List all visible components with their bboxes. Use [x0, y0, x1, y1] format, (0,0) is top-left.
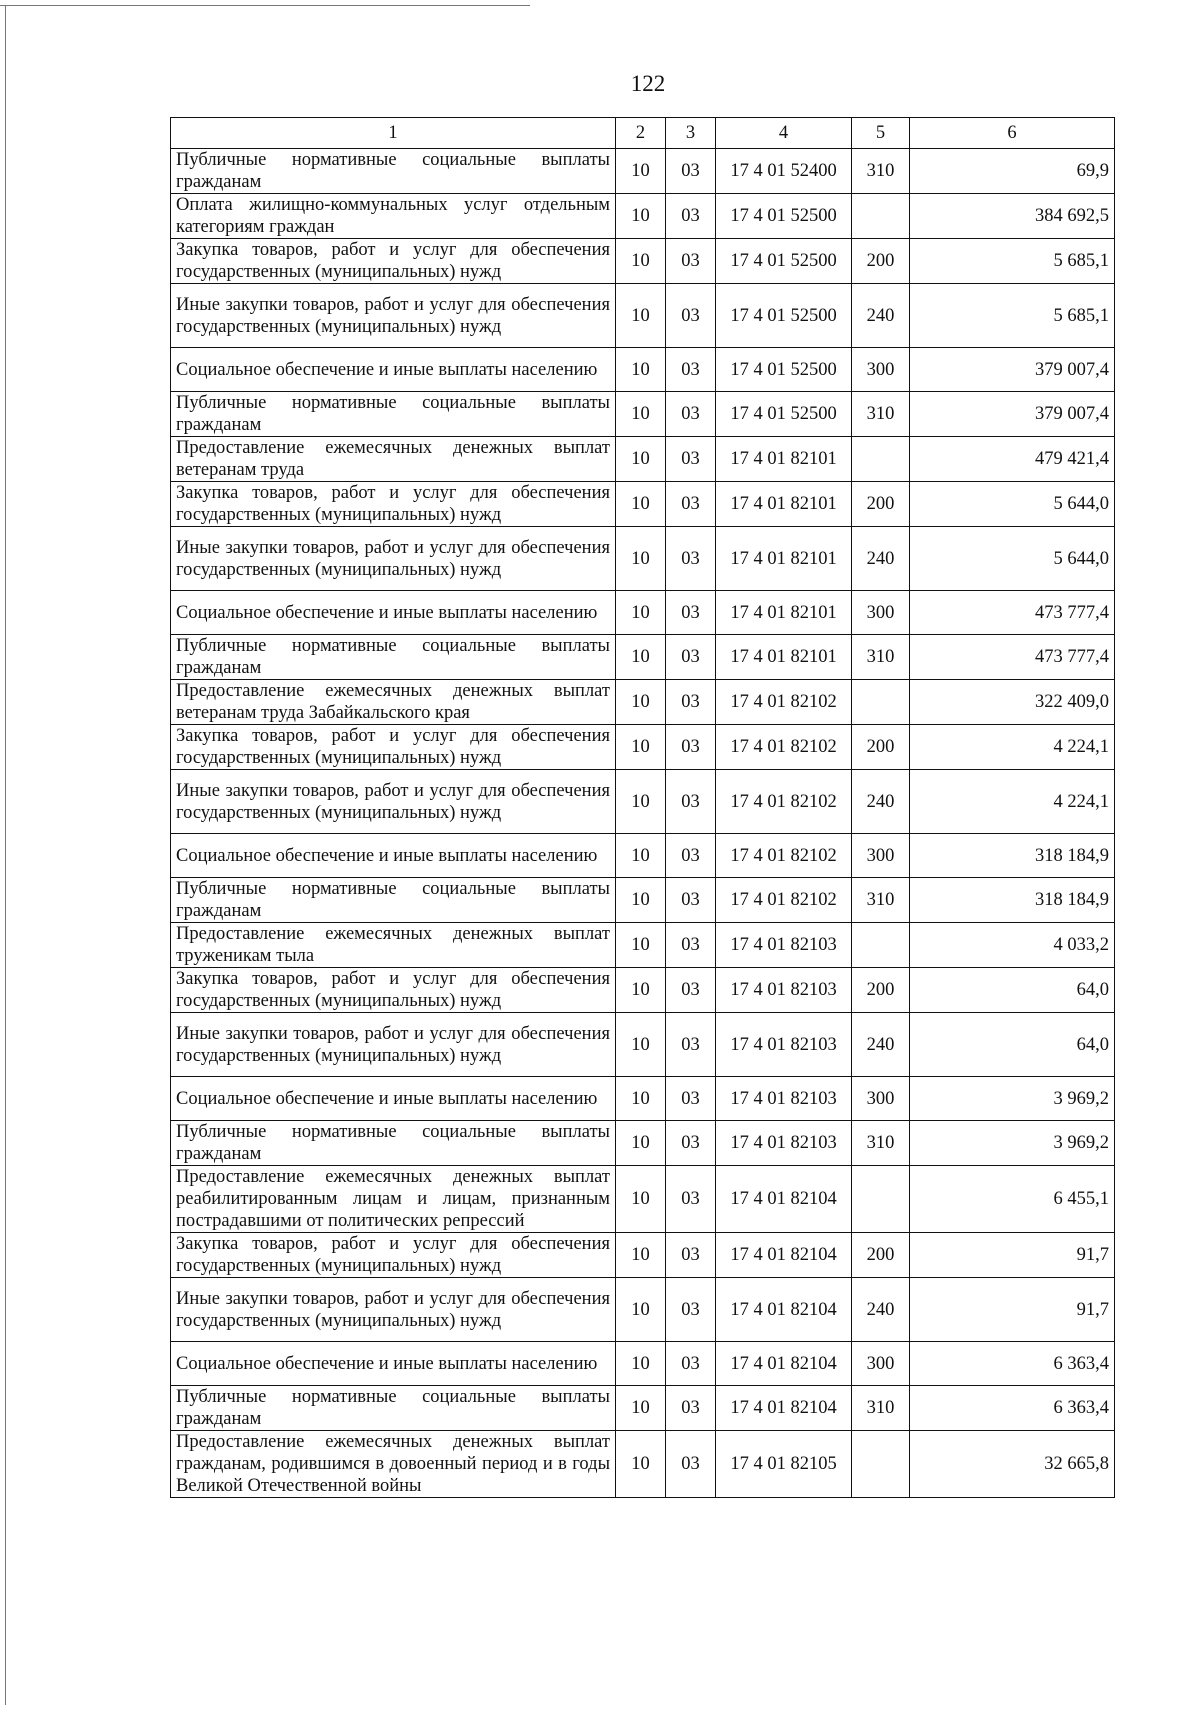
row-target-code: 17 4 01 82103 — [716, 923, 852, 968]
row-target-code: 17 4 01 82103 — [716, 968, 852, 1013]
header-cell-section: 2 — [616, 118, 666, 149]
row-description: Закупка товаров, работ и услуг для обеспечения государственных (муниципальных) нужд — [171, 239, 616, 284]
budget-table — [170, 117, 1115, 1498]
row-amount: 473 777,4 — [910, 635, 1115, 680]
row-expense-type: 200 — [852, 1233, 910, 1278]
page-number: 122 — [630, 71, 666, 96]
row-amount: 4 224,1 — [910, 725, 1115, 770]
row-target-code: 17 4 01 82102 — [716, 680, 852, 725]
table-row — [171, 1431, 1115, 1498]
row-target-code: 17 4 01 82102 — [716, 878, 852, 923]
row-expense-type: 300 — [852, 591, 910, 635]
row-description: Предоставление ежемесячных денежных выплат труженикам тыла — [171, 923, 616, 968]
row-target-code: 17 4 01 82104 — [716, 1278, 852, 1342]
row-subsection: 03 — [666, 1166, 716, 1233]
table-body — [171, 149, 1115, 1498]
row-subsection: 03 — [666, 284, 716, 348]
row-target-code: 17 4 01 52500 — [716, 348, 852, 392]
row-subsection: 03 — [666, 1121, 716, 1166]
row-subsection: 03 — [666, 194, 716, 239]
row-section: 10 — [616, 437, 666, 482]
table-row — [171, 1077, 1115, 1121]
row-section: 10 — [616, 1431, 666, 1498]
table-row — [171, 1013, 1115, 1077]
row-target-code: 17 4 01 52500 — [716, 194, 852, 239]
row-target-code: 17 4 01 82104 — [716, 1166, 852, 1233]
table-row — [171, 437, 1115, 482]
row-description: Предоставление ежемесячных денежных выплат ветеранам труда — [171, 437, 616, 482]
table-row — [171, 149, 1115, 194]
row-amount: 379 007,4 — [910, 392, 1115, 437]
row-subsection: 03 — [666, 635, 716, 680]
row-description: Предоставление ежемесячных денежных выплат реабилитированным лицам и лицам, признанным пострадавшими от политических репрессий — [171, 1166, 616, 1233]
row-amount: 69,9 — [910, 149, 1115, 194]
row-subsection: 03 — [666, 348, 716, 392]
table-row — [171, 923, 1115, 968]
row-subsection: 03 — [666, 392, 716, 437]
row-description: Закупка товаров, работ и услуг для обеспечения государственных (муниципальных) нужд — [171, 482, 616, 527]
row-description: Предоставление ежемесячных денежных выплат гражданам, родившимся в довоенный период и в годы Великой Отечественной войны — [171, 1431, 616, 1498]
row-description: Публичные нормативные социальные выплаты гражданам — [171, 392, 616, 437]
row-expense-type: 240 — [852, 770, 910, 834]
row-subsection: 03 — [666, 591, 716, 635]
row-section: 10 — [616, 284, 666, 348]
row-description: Публичные нормативные социальные выплаты гражданам — [171, 878, 616, 923]
row-description: Предоставление ежемесячных денежных выплат ветеранам труда Забайкальского края — [171, 680, 616, 725]
row-target-code: 17 4 01 52500 — [716, 284, 852, 348]
row-target-code: 17 4 01 52500 — [716, 392, 852, 437]
header-row — [171, 118, 1115, 149]
row-expense-type: 300 — [852, 348, 910, 392]
row-target-code: 17 4 01 82104 — [716, 1233, 852, 1278]
table-row — [171, 1121, 1115, 1166]
row-section: 10 — [616, 1166, 666, 1233]
row-amount: 5 644,0 — [910, 482, 1115, 527]
row-amount: 5 685,1 — [910, 239, 1115, 284]
row-subsection: 03 — [666, 770, 716, 834]
table-row — [171, 1278, 1115, 1342]
row-section: 10 — [616, 1013, 666, 1077]
table-row — [171, 725, 1115, 770]
table-row — [171, 284, 1115, 348]
table-row — [171, 1342, 1115, 1386]
row-section: 10 — [616, 680, 666, 725]
row-subsection: 03 — [666, 878, 716, 923]
table-row — [171, 635, 1115, 680]
row-subsection: 03 — [666, 1431, 716, 1498]
table-row — [171, 482, 1115, 527]
header-cell-expense-type: 5 — [852, 118, 910, 149]
row-expense-type — [852, 1431, 910, 1498]
row-expense-type: 200 — [852, 725, 910, 770]
row-section: 10 — [616, 482, 666, 527]
row-amount: 91,7 — [910, 1278, 1115, 1342]
row-description: Закупка товаров, работ и услуг для обеспечения государственных (муниципальных) нужд — [171, 725, 616, 770]
row-target-code: 17 4 01 82102 — [716, 834, 852, 878]
row-expense-type: 240 — [852, 1013, 910, 1077]
row-amount: 4 033,2 — [910, 923, 1115, 968]
row-subsection: 03 — [666, 680, 716, 725]
row-target-code: 17 4 01 82105 — [716, 1431, 852, 1498]
table-row — [171, 239, 1115, 284]
row-section: 10 — [616, 968, 666, 1013]
row-section: 10 — [616, 348, 666, 392]
row-amount: 318 184,9 — [910, 834, 1115, 878]
row-expense-type: 300 — [852, 1342, 910, 1386]
row-description: Публичные нормативные социальные выплаты гражданам — [171, 1386, 616, 1431]
row-subsection: 03 — [666, 968, 716, 1013]
row-target-code: 17 4 01 82101 — [716, 482, 852, 527]
row-amount: 318 184,9 — [910, 878, 1115, 923]
row-amount: 64,0 — [910, 1013, 1115, 1077]
row-section: 10 — [616, 1121, 666, 1166]
header-cell-target-code: 4 — [716, 118, 852, 149]
row-description: Публичные нормативные социальные выплаты гражданам — [171, 635, 616, 680]
row-target-code: 17 4 01 82102 — [716, 770, 852, 834]
row-section: 10 — [616, 834, 666, 878]
row-expense-type: 240 — [852, 1278, 910, 1342]
row-target-code: 17 4 01 82101 — [716, 635, 852, 680]
row-expense-type: 310 — [852, 635, 910, 680]
row-description: Социальное обеспечение и иные выплаты населению — [171, 1077, 616, 1121]
row-amount: 6 363,4 — [910, 1342, 1115, 1386]
table-row — [171, 878, 1115, 923]
row-section: 10 — [616, 1386, 666, 1431]
row-section: 10 — [616, 923, 666, 968]
row-subsection: 03 — [666, 1386, 716, 1431]
row-subsection: 03 — [666, 923, 716, 968]
row-section: 10 — [616, 392, 666, 437]
row-target-code: 17 4 01 82101 — [716, 437, 852, 482]
row-section: 10 — [616, 635, 666, 680]
table-row — [171, 348, 1115, 392]
row-expense-type — [852, 923, 910, 968]
row-expense-type: 240 — [852, 284, 910, 348]
row-subsection: 03 — [666, 1013, 716, 1077]
row-expense-type: 310 — [852, 392, 910, 437]
row-subsection: 03 — [666, 1233, 716, 1278]
row-amount: 3 969,2 — [910, 1077, 1115, 1121]
row-target-code: 17 4 01 82104 — [716, 1342, 852, 1386]
row-description: Иные закупки товаров, работ и услуг для обеспечения государственных (муниципальных) нужд — [171, 770, 616, 834]
row-target-code: 17 4 01 82103 — [716, 1121, 852, 1166]
row-amount: 5 685,1 — [910, 284, 1115, 348]
row-expense-type: 200 — [852, 968, 910, 1013]
table-row — [171, 591, 1115, 635]
row-target-code: 17 4 01 82104 — [716, 1386, 852, 1431]
table-row — [171, 834, 1115, 878]
row-expense-type: 240 — [852, 527, 910, 591]
scan-border-left — [5, 5, 6, 1705]
row-description: Социальное обеспечение и иные выплаты населению — [171, 591, 616, 635]
row-expense-type: 310 — [852, 1121, 910, 1166]
row-expense-type: 200 — [852, 239, 910, 284]
row-description: Закупка товаров, работ и услуг для обеспечения государственных (муниципальных) нужд — [171, 968, 616, 1013]
row-subsection: 03 — [666, 1077, 716, 1121]
row-subsection: 03 — [666, 437, 716, 482]
row-description: Оплата жилищно-коммунальных услуг отдельным категориям граждан — [171, 194, 616, 239]
row-amount: 3 969,2 — [910, 1121, 1115, 1166]
row-expense-type — [852, 437, 910, 482]
row-description: Иные закупки товаров, работ и услуг для обеспечения государственных (муниципальных) нужд — [171, 1278, 616, 1342]
row-expense-type: 310 — [852, 149, 910, 194]
row-amount: 379 007,4 — [910, 348, 1115, 392]
scan-border-top — [0, 5, 530, 6]
row-description: Публичные нормативные социальные выплаты гражданам — [171, 1121, 616, 1166]
row-description: Закупка товаров, работ и услуг для обеспечения государственных (муниципальных) нужд — [171, 1233, 616, 1278]
table-row — [171, 968, 1115, 1013]
row-section: 10 — [616, 527, 666, 591]
row-amount: 473 777,4 — [910, 591, 1115, 635]
row-expense-type — [852, 194, 910, 239]
row-description: Социальное обеспечение и иные выплаты населению — [171, 1342, 616, 1386]
row-subsection: 03 — [666, 1278, 716, 1342]
row-target-code: 17 4 01 52400 — [716, 149, 852, 194]
row-amount: 6 363,4 — [910, 1386, 1115, 1431]
row-section: 10 — [616, 770, 666, 834]
row-section: 10 — [616, 725, 666, 770]
row-expense-type: 300 — [852, 834, 910, 878]
row-expense-type — [852, 1166, 910, 1233]
table-row — [171, 1233, 1115, 1278]
row-subsection: 03 — [666, 527, 716, 591]
row-target-code: 17 4 01 82103 — [716, 1013, 852, 1077]
row-subsection: 03 — [666, 239, 716, 284]
row-expense-type: 310 — [852, 1386, 910, 1431]
row-description: Иные закупки товаров, работ и услуг для обеспечения государственных (муниципальных) нужд — [171, 284, 616, 348]
row-subsection: 03 — [666, 149, 716, 194]
table-row — [171, 680, 1115, 725]
row-section: 10 — [616, 878, 666, 923]
row-amount: 91,7 — [910, 1233, 1115, 1278]
row-section: 10 — [616, 1342, 666, 1386]
row-section: 10 — [616, 1077, 666, 1121]
row-section: 10 — [616, 1233, 666, 1278]
row-description: Публичные нормативные социальные выплаты гражданам — [171, 149, 616, 194]
row-section: 10 — [616, 194, 666, 239]
header-cell-subsection: 3 — [666, 118, 716, 149]
row-amount: 64,0 — [910, 968, 1115, 1013]
row-target-code: 17 4 01 82101 — [716, 527, 852, 591]
row-subsection: 03 — [666, 482, 716, 527]
row-target-code: 17 4 01 82103 — [716, 1077, 852, 1121]
row-expense-type: 300 — [852, 1077, 910, 1121]
row-section: 10 — [616, 1278, 666, 1342]
row-subsection: 03 — [666, 725, 716, 770]
row-target-code: 17 4 01 82101 — [716, 591, 852, 635]
header-cell-description: 1 — [171, 118, 616, 149]
row-expense-type: 310 — [852, 878, 910, 923]
table-row — [171, 194, 1115, 239]
row-section: 10 — [616, 239, 666, 284]
row-section: 10 — [616, 591, 666, 635]
row-target-code: 17 4 01 82102 — [716, 725, 852, 770]
row-description: Иные закупки товаров, работ и услуг для обеспечения государственных (муниципальных) нужд — [171, 527, 616, 591]
row-amount: 32 665,8 — [910, 1431, 1115, 1498]
header-cell-amount: 6 — [910, 118, 1115, 149]
row-expense-type: 200 — [852, 482, 910, 527]
table-row — [171, 770, 1115, 834]
row-amount: 5 644,0 — [910, 527, 1115, 591]
table-row — [171, 392, 1115, 437]
table-row — [171, 1166, 1115, 1233]
row-section: 10 — [616, 149, 666, 194]
row-amount: 4 224,1 — [910, 770, 1115, 834]
row-expense-type — [852, 680, 910, 725]
row-description: Социальное обеспечение и иные выплаты населению — [171, 348, 616, 392]
table-row — [171, 527, 1115, 591]
row-amount: 322 409,0 — [910, 680, 1115, 725]
row-subsection: 03 — [666, 834, 716, 878]
row-target-code: 17 4 01 52500 — [716, 239, 852, 284]
row-amount: 384 692,5 — [910, 194, 1115, 239]
row-description: Иные закупки товаров, работ и услуг для обеспечения государственных (муниципальных) нужд — [171, 1013, 616, 1077]
row-description: Социальное обеспечение и иные выплаты населению — [171, 834, 616, 878]
table-row — [171, 1386, 1115, 1431]
row-amount: 479 421,4 — [910, 437, 1115, 482]
row-subsection: 03 — [666, 1342, 716, 1386]
row-amount: 6 455,1 — [910, 1166, 1115, 1233]
